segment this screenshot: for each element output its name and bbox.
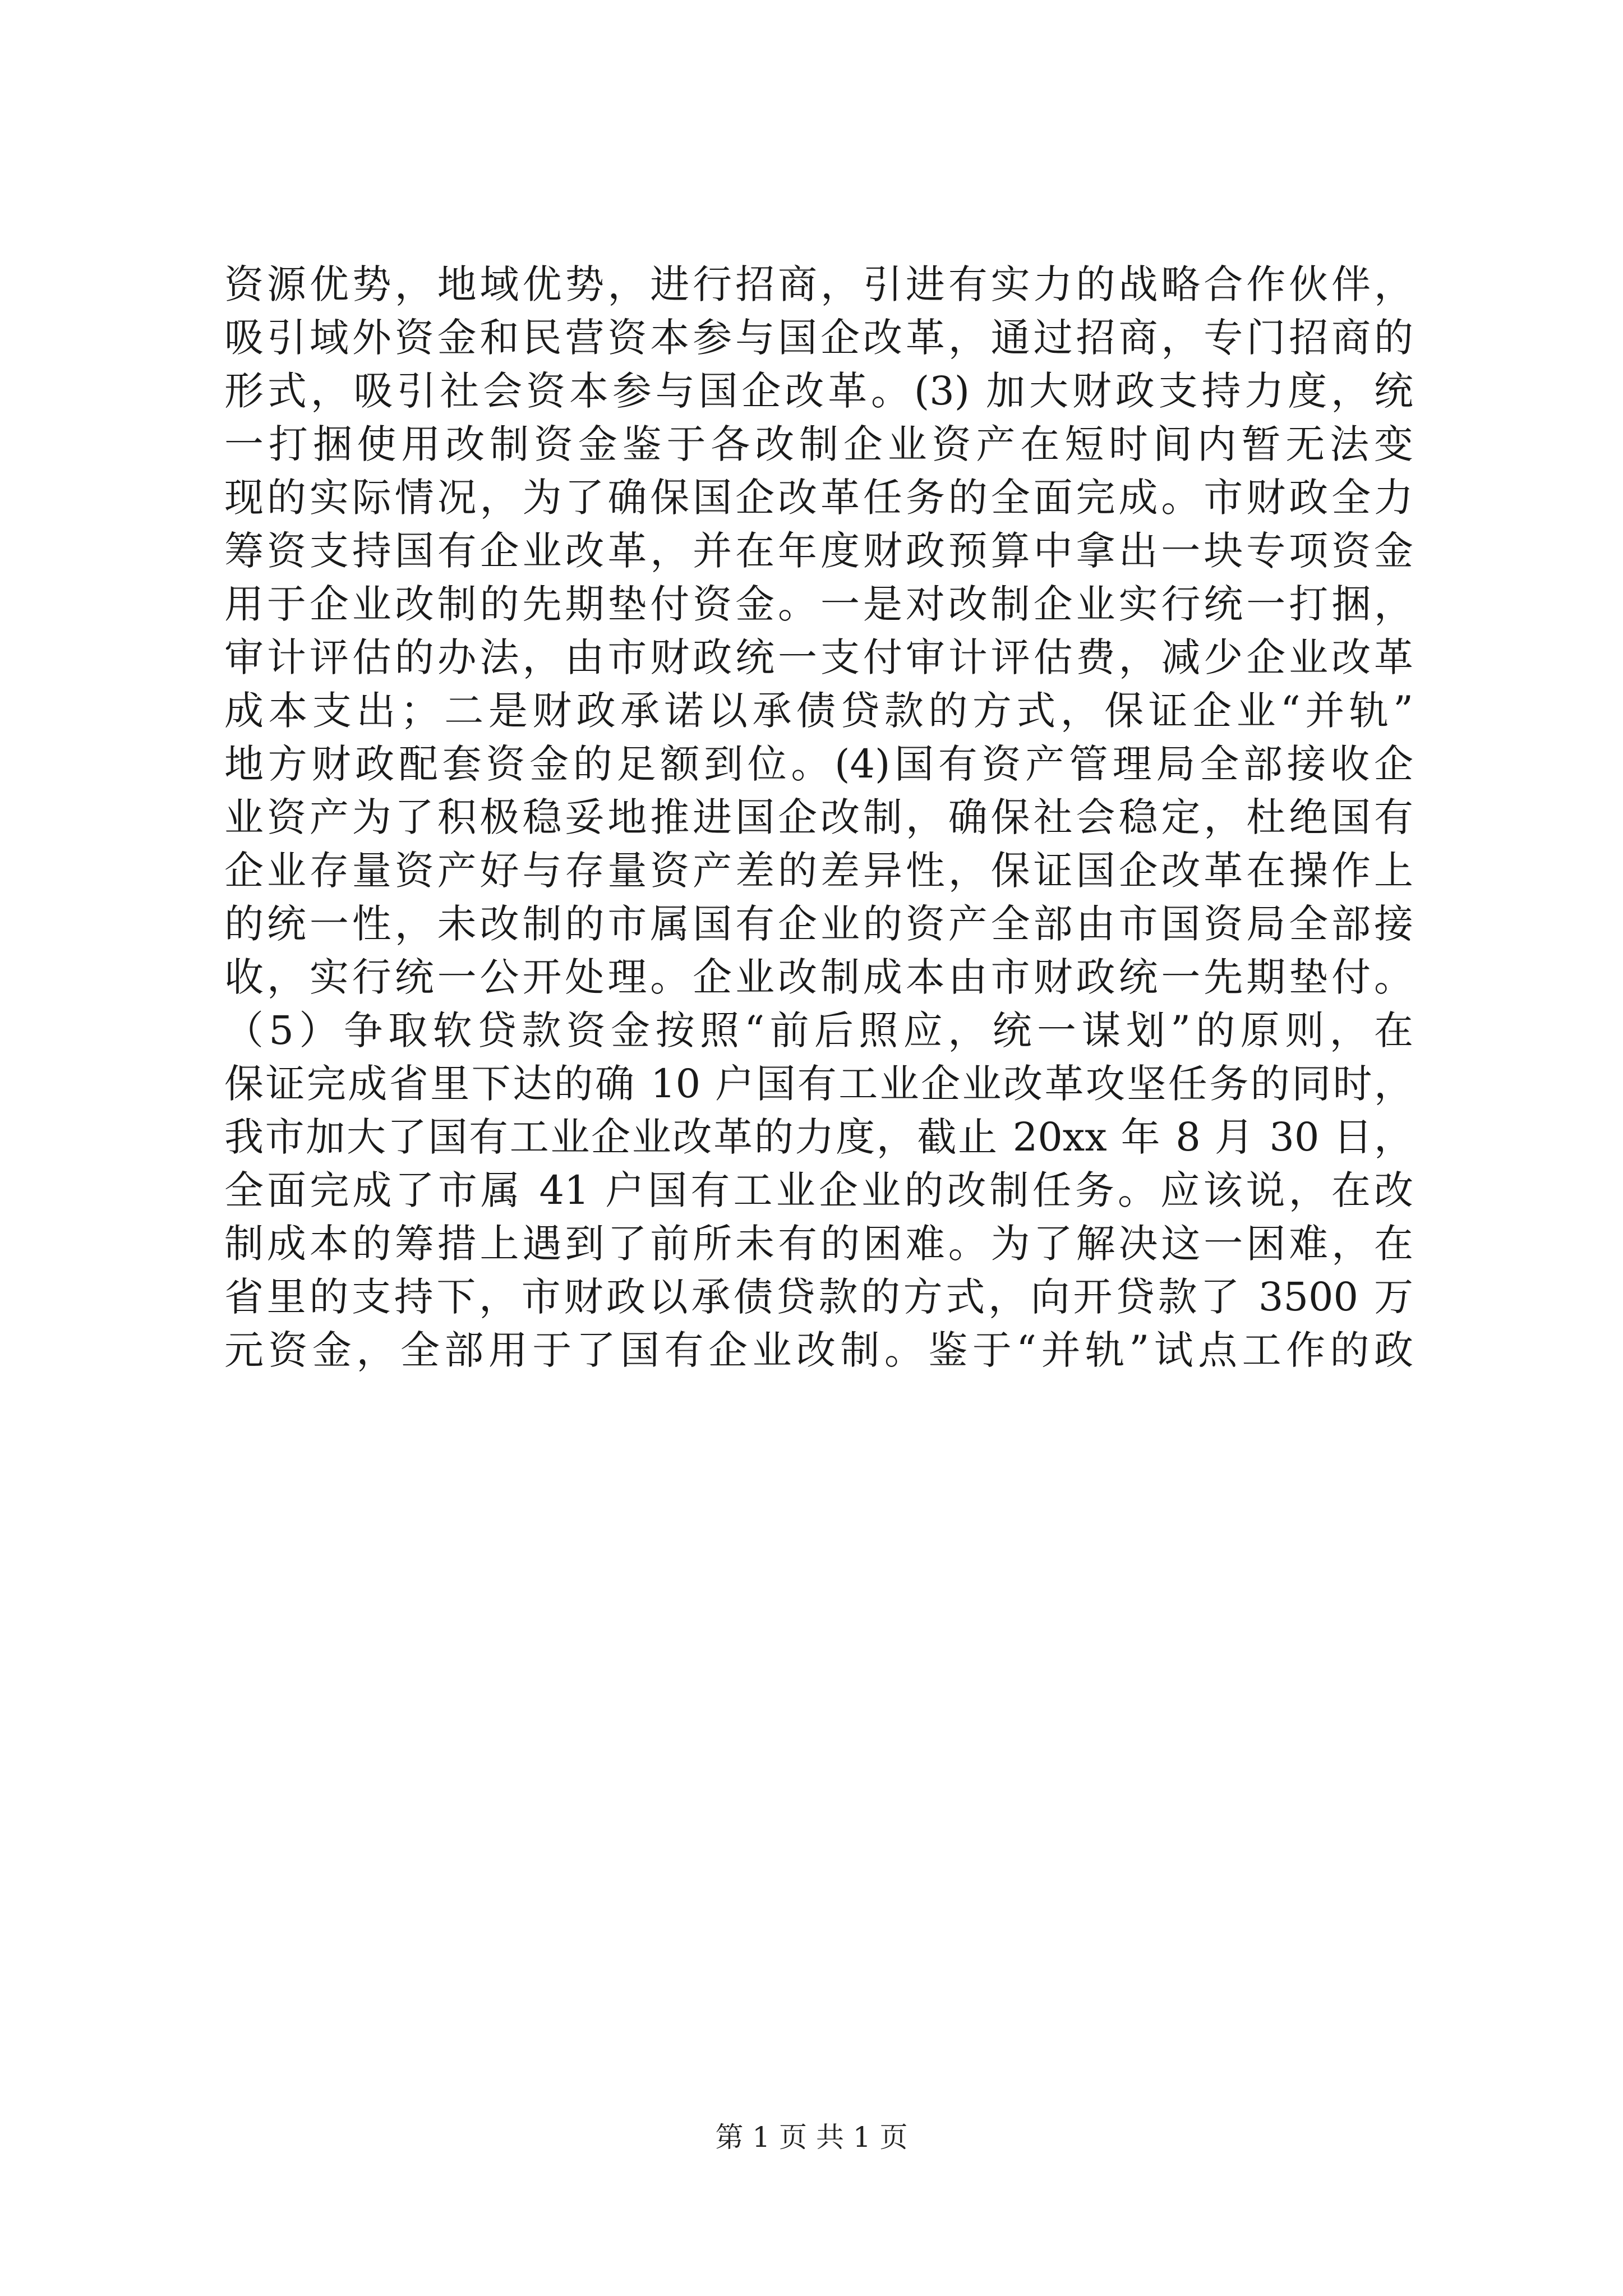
text-line-21: 元资金，全部用于了国有企业改制。鉴于“并轨”试点工作的政 bbox=[224, 1327, 1413, 1373]
text-line-2: 吸引域外资金和民营资本参与国企改革，通过招商，专门招商的 bbox=[224, 315, 1413, 361]
text-line-18: 全面完成了市属 41 户国有工业企业的改制任务。应该说，在改 bbox=[224, 1167, 1413, 1213]
text-line-4: 一打捆使用改制资金鉴于各改制企业资产在短时间内暂无法变 bbox=[224, 421, 1413, 467]
text-line-16: 保证完成省里下达的确 10 户国有工业企业改革攻坚任务的同时， bbox=[224, 1061, 1413, 1107]
text-line-19: 制成本的筹措上遇到了前所未有的困难。为了解决这一困难，在 bbox=[224, 1221, 1413, 1267]
text-line-17: 我市加大了国有工业企业改革的力度，截止 20xx 年 8 月 30 日， bbox=[224, 1114, 1413, 1160]
page-footer bbox=[0, 2120, 1623, 2154]
text-line-11: 业资产为了积极稳妥地推进国企改制，确保社会稳定，杜绝国有 bbox=[224, 794, 1413, 840]
text-line-3: 形式，吸引社会资本参与国企改革。(3) 加大财政支持力度，统 bbox=[224, 368, 1413, 414]
text-line-1: 资源优势，地域优势，进行招商，引进有实力的战略合作伙伴， bbox=[224, 261, 1413, 307]
text-line-14: 收，实行统一公开处理。企业改制成本由市财政统一先期垫付。 bbox=[224, 954, 1413, 1000]
text-line-7: 用于企业改制的先期垫付资金。一是对改制企业实行统一打捆， bbox=[224, 581, 1413, 627]
text-line-13: 的统一性，未改制的市属国有企业的资产全部由市国资局全部接 bbox=[224, 901, 1413, 947]
text-line-10: 地方财政配套资金的足额到位。(4)国有资产管理局全部接收企 bbox=[224, 741, 1413, 787]
text-line-8: 审计评估的办法，由市财政统一支付审计评估费，减少企业改革 bbox=[224, 634, 1413, 680]
text-line-5: 现的实际情况，为了确保国企改革任务的全面完成。市财政全力 bbox=[224, 475, 1413, 521]
text-line-20: 省里的支持下，市财政以承债贷款的方式，向开贷款了 3500 万 bbox=[224, 1274, 1413, 1320]
text-line-15: （5）争取软贷款资金按照“前后照应，统一谋划”的原则，在 bbox=[224, 1007, 1413, 1053]
document-body bbox=[224, 258, 1413, 1377]
text-line-6: 筹资支持国有企业改革，并在年度财政预算中拿出一块专项资金 bbox=[224, 528, 1413, 574]
page-number: 第 1 页 共 1 页 bbox=[715, 2121, 908, 2154]
text-line-12: 企业存量资产好与存量资产差的差异性，保证国企改革在操作上 bbox=[224, 848, 1413, 894]
text-line-9: 成本支出；二是财政承诺以承债贷款的方式，保证企业“并轨” bbox=[224, 688, 1413, 734]
